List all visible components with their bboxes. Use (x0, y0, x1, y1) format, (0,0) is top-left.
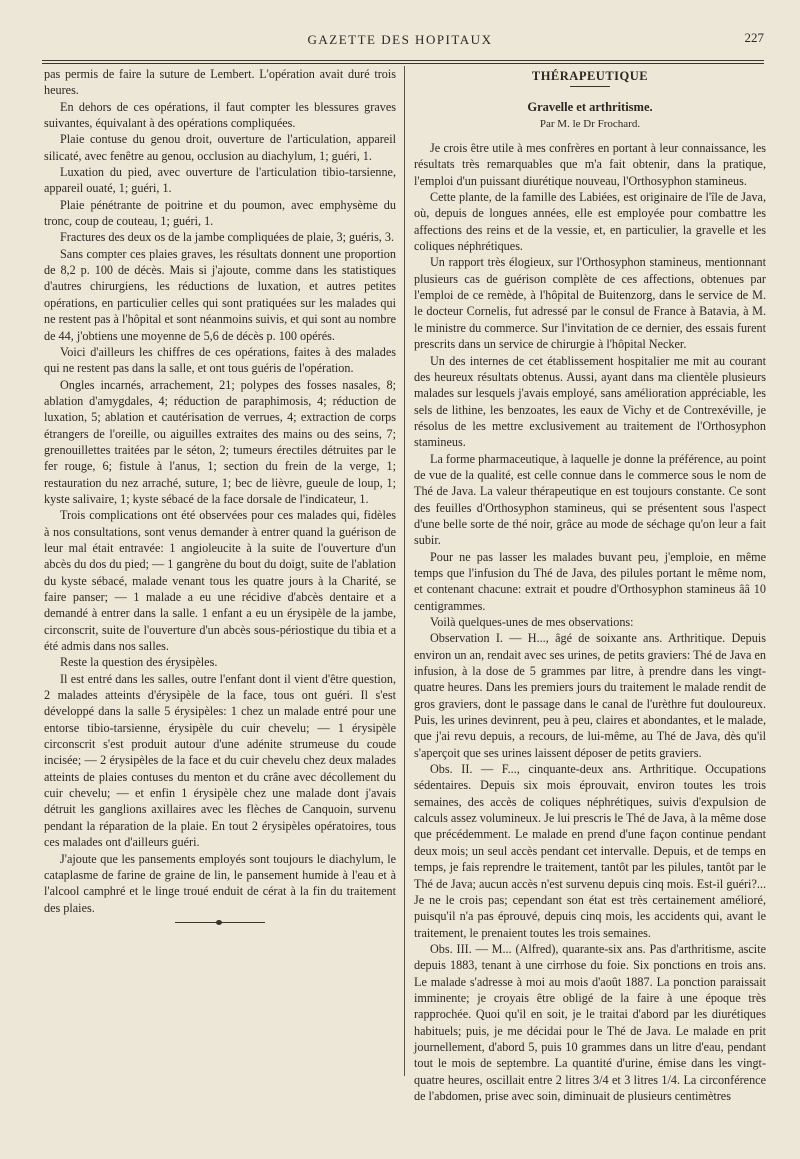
observation-paragraph: Observation I. — H..., âgé de soixante ans. Arthritique. Depuis environ un an, rendait avec ses urines, de petits graviers: Thé de Java en infusion, à la dose de 5 grammes par litre, à prendre dans les vingt-quatre heures. Dans les premiers jours du traitement le malade rendit de gros graviers, dont le passage dans le canal de l'urèthre fut douloureux. Puis, les urines devinrent, peu à peu, claires et abondantes, et le malade, que j'ai revu depuis, a recours, de lui-même, au Thé de Java, dès qu'il s'aperçoit que ses urines laissent déposer de petits graviers. (414, 631, 766, 760)
article-title: Gravelle et arthritisme. (527, 100, 653, 115)
paragraph: Fractures des deux os de la jambe compliquées de plaie, 3; guéris, 3. (60, 230, 395, 245)
paragraph: Plaie contuse du genou droit, ouverture de l'articulation, appareil silicaté, avec fenêtre au genou, occlusion au diachylum, 1; guéri, 1. (44, 132, 396, 163)
page-header (0, 28, 800, 50)
right-column (414, 66, 766, 1104)
paragraph: Il est entré dans les salles, outre l'enfant dont il vient d'être question, 2 malades atteints d'érysipèle de la face, tous ont guéri. Il s'est développé dans la salle 5 érysipèles: 1 chez un malade entré pour une entorse tibio-tarsienne, érysipèle du cuir chevelu; — 1 érysipèle circonscrit s'est produit autour d'une adénite strumeuse du coude incisée; — 2 érysipèles de la face et du cuir chevelu chez deux malades atteints de plaies contuses du menton et du crâne avec décollement du cuir chevelu; — et enfin 1 érysipèle chez une malade dont j'avais détruit les ganglions axillaires avec les flèches de Canquoin, survenu pendant la réparation de la plaie. En tout 2 érysipèles opératoires, tous ces malades ont d'ailleurs guéri. (44, 671, 396, 850)
paragraph: Pour ne pas lasser les malades buvant peu, j'emploie, en même temps que l'infusion du Thé de Java, des pilules portant le même nom, et contenant chacune: extrait et poudre d'Orthosyphon stamineus ââ 10 centigrammes. (414, 549, 766, 613)
article-author: Par M. le Dr Frochard. (539, 117, 641, 130)
header-rule-bottom (42, 63, 764, 64)
paragraph: pas permis de faire la suture de Lembert. L'opération avait duré trois heures. (44, 67, 396, 98)
column-divider (404, 66, 405, 1076)
paragraph: Ongles incarnés, arrachement, 21; polypes des fosses nasales, 8; ablation d'amygdales, 4; réduction de paraphimosis, 4; réduction de luxation, 5; ablation et cautérisation de verrues, 4; extraction de corps étrangers de l'oreille, ou aiguilles extraites des mains ou des seins, 7; grenouillettes traitées par le séton, 2; tumeurs érectiles détruites par le fer rouge, 6; fistule à l'anus, 1; section du frein de la verge, 1; restauration du nez arraché, suture, 1; bec de lièvre, gueule de loup, 1; kyste salivaire, 1; kyste sébacé de la face dorsale de l'indicateur, 1. (44, 377, 396, 506)
paragraph: Reste la question des érysipèles. (60, 655, 218, 670)
header-rule-top (42, 60, 764, 61)
journal-title: GAZETTE DES HOPITAUX (307, 32, 493, 47)
paragraph: J'ajoute que les pansements employés sont toujours le diachylum, le cataplasme de farine de graine de lin, le pansement humide à l'eau et à l'alcool camphré et le linge troué enduit de cérat à la fin du traitement des plaies. (44, 851, 396, 915)
section-rule (570, 86, 610, 87)
paragraph: Plaie pénétrante de poitrine et du poumon, avec emphysème du tronc, coup de couteau, 1; guéri, 1. (44, 197, 396, 229)
paragraph: Voilà quelques-unes de mes observations: (430, 615, 634, 629)
observation-paragraph: Obs. II. — F..., cinquante-deux ans. Arthritique. Occupations sédentaires. Depuis six mois éprouvait, environ toutes les trois semaines, des accès de coliques néphrétiques, suivis d'expulsion de calculs assez volumineux. Je lui prescris le Thé de Java, à la même dose que précédemment. Le malade en prend d'une façon continue pendant deux mois; un seul accès pendant cet intervalle. Depuis, et de temps en temps, je fais reprendre le traitement, tantôt par les pilules, tantôt par le Thé de Java; aucun accès n'est survenu depuis cinq mois. Est-il guéri?... Je ne le crois pas; cependant son état est très certainement amélioré, puisqu'il n'a pas éprouvé, depuis cinq mois, les accidents qui, avant le traitement, le prenaient toutes les trois semaines. (414, 762, 766, 940)
observation-paragraph: Obs. III. — M... (Alfred), quarante-six ans. Pas d'arthritisme, ascite depuis 1883, tenant à une cirrhose du foie. Six ponctions en trois ans. Le malade s'adresse à moi au mois d'août 1887. La ponction paraissait imminente; je croyais être obligé de la faire à une époque très rapprochée. Quoi qu'il en soit, je le traitai d'abord par les diurétiques habituels; puis, je me décidai pour le Thé de Java. Le malade en prit journellement, d'abord 5, puis 10 grammes dans un litre d'eau, pendant tout le mois de septembre. La quantité d'urine, émise dans les vingt-quatre heures, oscillait entre 2 litres 3/4 et 3 litres 1/4. La circonférence de l'abdomen, prise avec soin, diminuait de plusieurs centimètres (414, 941, 766, 1103)
end-of-article-rule (175, 922, 265, 923)
left-column (44, 66, 396, 923)
paragraph: Un des internes de cet établissement hospitalier me mit au courant des heureux résultats obtenus. Aussi, ayant dans ma clientèle plusieurs malades sur lesquels j'avais employé, sans amélioration appréciable, les sels de lithine, les benzoates, les eaux de Vichy et de Contrexéville, je résolus de les mettre exclusivement au traitement de l'Orthosyphon stamineus. (414, 353, 766, 450)
paragraph: Trois complications ont été observées pour ces malades qui, fidèles à nos consultations, sont venus demander à entrer quand la guérison de leur mal était entravée: 1 angioleucite à la suite de l'ouverture d'un abcès du dos du pied; — 1 gangrène du bout du doigt, suite de l'ablation du kyste sébacé, malade venant tous les quatre jours à la Charité, se faire panser; — 1 malade a eu une récidive d'abcès dentaire et a demandé à entrer dans la salle. 1 enfant a eu un érysipèle de la jambe, circonscrit, suite de l'ouverture d'un abcès sous-périostique du tibia et a été admis dans nos salles. (44, 508, 396, 654)
paragraph: La forme pharmaceutique, à laquelle je donne la préférence, au point de vue de la qualité, est celle connue dans le commerce sous le nom de Thé de Java. La valeur thérapeutique en est toujours constante. Ce sont des feuilles d'Orthosyphon stamineus, qui se présentent sous l'aspect d'une belle sorte de thé noir, grâce au mode de séchage qu'on leur a fait subir. (414, 451, 766, 548)
paragraph: Luxation du pied, avec ouverture de l'articulation tibio-tarsienne, appareil ouaté, 1; guéri, 1. (44, 165, 396, 196)
paragraph: Cette plante, de la famille des Labiées, est originaire de l'île de Java, où, depuis de longues années, elle est employée pour combattre les affections des reins et de la vessie, et, en particulier, la gravelle et les coliques néphrétiques. (414, 190, 766, 254)
section-title: THÉRAPEUTIQUE (531, 69, 649, 83)
paragraph: Un rapport très élogieux, sur l'Orthosyphon stamineus, mentionnant plusieurs cas de guérison complète de ces affections, obtenues par l'emploi de ce remède, à l'hôpital de Buitenzorg, dans le service de M. le docteur Cornelis, fut adressé par le consul de France à Batavia, à M. le ministre du commerce. Sur l'invitation de ce dernier, des essais furent prescrits dans un service de chirurgie à l'hôpital Necker. (414, 255, 766, 352)
paragraph: Sans compter ces plaies graves, les résultats donnent une proportion de 8,2 p. 100 de décès. Mais si j'ajoute, comme dans les statistiques d'autres chirurgiens, les réductions de luxation, et autres petites opérations, en particulier celles qui sont pratiquées sur les malades qui ne restent pas à l'hôpital et sont néanmoins suivis, et qui sont au nombre de 44, j'obtiens une moyenne de 5,6 de décès p. 100 opérés. (44, 246, 396, 343)
paragraph: Voici d'ailleurs les chiffres de ces opérations, faites à des malades qui ne restent pas dans la salle, et ont tous guéris de l'opération. (44, 344, 396, 376)
paragraph: Je crois être utile à mes confrères en portant à leur connaissance, les résultats très remarquables que m'a fait obtenir, dans la pratique, l'emploi d'un puissant diurétique nouveau, l'Orthosyphon stamineus. (414, 141, 766, 188)
page-number: 227 (744, 30, 764, 45)
paragraph: En dehors de ces opérations, il faut compter les blessures graves suivantes, équivalant à des opérations compliquées. (44, 99, 396, 131)
